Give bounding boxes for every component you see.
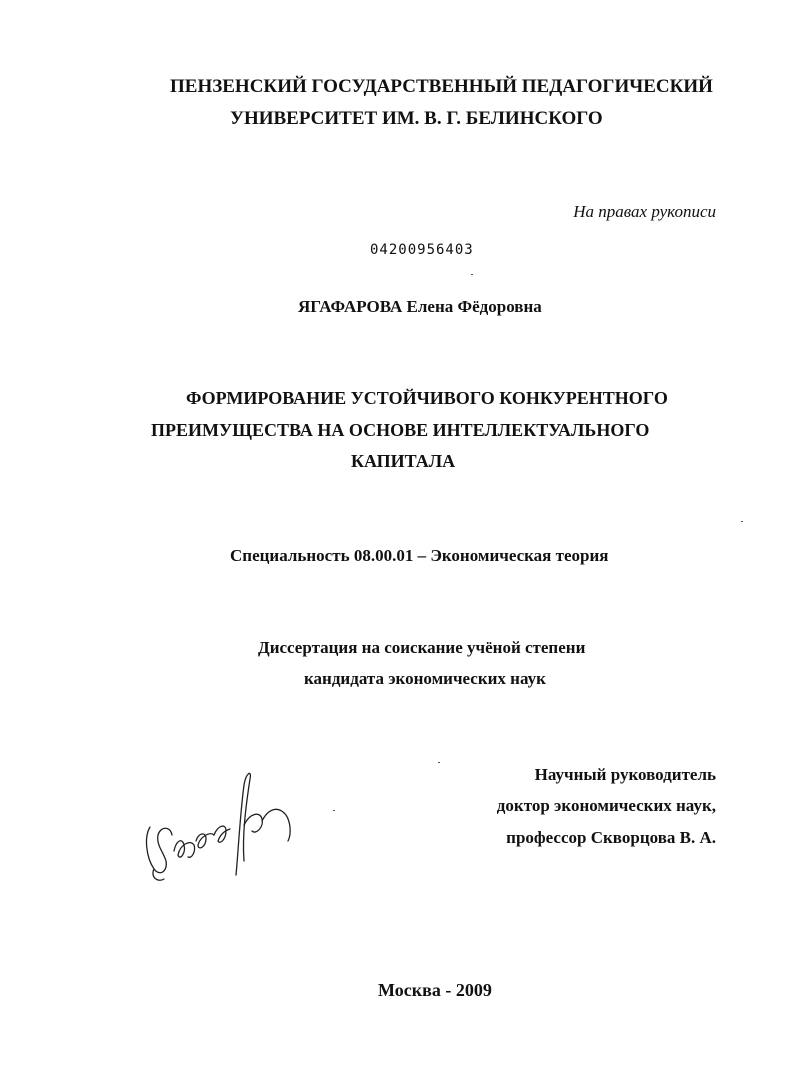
manuscript-note: На правах рукописи: [573, 202, 716, 221]
degree-line-2: кандидата экономических наук: [304, 669, 546, 688]
supervisor-line-2: доктор экономических наук,: [496, 796, 716, 815]
degree-line-1: Диссертация на соискание учёной степени: [258, 638, 586, 657]
thesis-title-line-2: ПРЕИМУЩЕСТВА НА ОСНОВЕ ИНТЕЛЛЕКТУАЛЬНОГО: [151, 420, 650, 440]
scan-speck: [471, 274, 473, 275]
university-name-line-1: ПЕНЗЕНСКИЙ ГОСУДАРСТВЕННЫЙ ПЕДАГОГИЧЕСКИЙ: [170, 76, 713, 97]
university-name-line-2: УНИВЕРСИТЕТ ИМ. В. Г. БЕЛИНСКОГО: [230, 108, 603, 129]
specialty: Специальность 08.00.01 – Экономическая теория: [230, 546, 609, 565]
catalog-number: 04200956403: [370, 242, 474, 258]
place-and-year: Москва - 2009: [378, 980, 492, 1000]
author-name: ЯГАФАРОВА Елена Фёдоровна: [298, 297, 542, 316]
scan-speck: [333, 810, 335, 811]
thesis-title-line-3: КАПИТАЛА: [351, 451, 456, 471]
thesis-title-line-1: ФОРМИРОВАНИЕ УСТОЙЧИВОГО КОНКУРЕНТНОГО: [186, 388, 668, 408]
scan-speck: [438, 762, 440, 763]
handwritten-signature: [140, 765, 300, 895]
supervisor-line-3: профессор Скворцова В. А.: [506, 828, 716, 847]
supervisor-line-1: Научный руководитель: [534, 765, 716, 784]
scan-speck: [741, 521, 743, 522]
